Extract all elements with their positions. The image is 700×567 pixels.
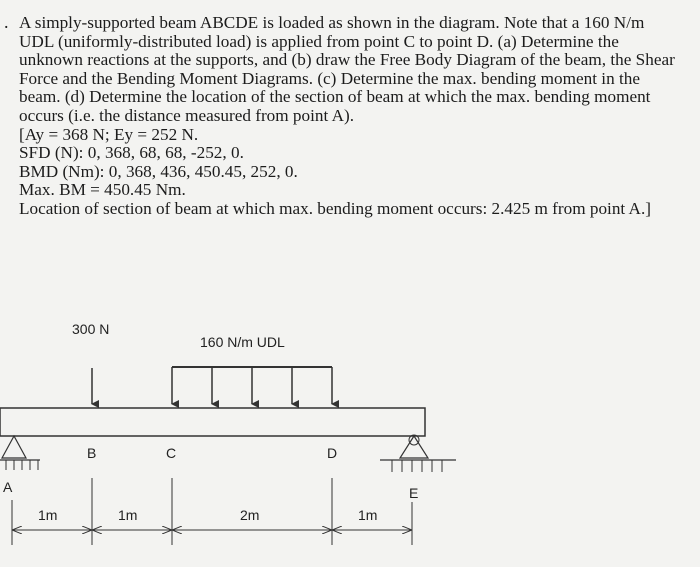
point-label-a: A [3, 479, 13, 495]
point-load-label: 300 N [72, 321, 110, 337]
udl-load [172, 367, 332, 404]
point-label-d: D [327, 445, 338, 461]
span-label-bc: 1m [118, 507, 138, 523]
point-label-b: B [87, 445, 97, 461]
reactions-answer: [Ay = 368 N; Ey = 252 N. [19, 124, 199, 144]
dimension-ticks [12, 478, 412, 545]
point-label-e: E [409, 485, 419, 501]
span-label-de: 1m [358, 507, 378, 523]
problem-statement: A simply-supported beam ABCDE is loaded as shown in the diagram. Note that a 160 N/m UDL (uniformly-distributed load) is applied from point C to point D. (a) Determine the unknown reactions at the supports, and (b) draw the Free Body Diagram of the beam, the Shear Force and the Bending Moment Diagrams. (c) Determine the max. bending moment in the beam. (d) Determine the location of the section of beam at which the max. bending moment occurs (i.e. the distance measured from point A). [19, 13, 675, 125]
support-e [380, 435, 456, 472]
sfd-answer: SFD (N): 0, 368, 68, 68, -252, 0. [19, 143, 244, 163]
list-bullet: . [4, 12, 9, 32]
location-answer: Location of section of beam at which max. bending moment occurs: 2.425 m from point A.] [19, 198, 651, 218]
beam [0, 408, 425, 436]
span-label-ab: 1m [38, 507, 58, 523]
span-label-cd: 2m [240, 507, 260, 523]
support-a [0, 436, 40, 470]
udl-label: 160 N/m UDL [200, 334, 285, 350]
point-label-c: C [166, 445, 177, 461]
max-bm-answer: Max. BM = 450.45 Nm. [19, 180, 186, 200]
bmd-answer: BMD (Nm): 0, 368, 436, 450.45, 252, 0. [19, 161, 298, 181]
